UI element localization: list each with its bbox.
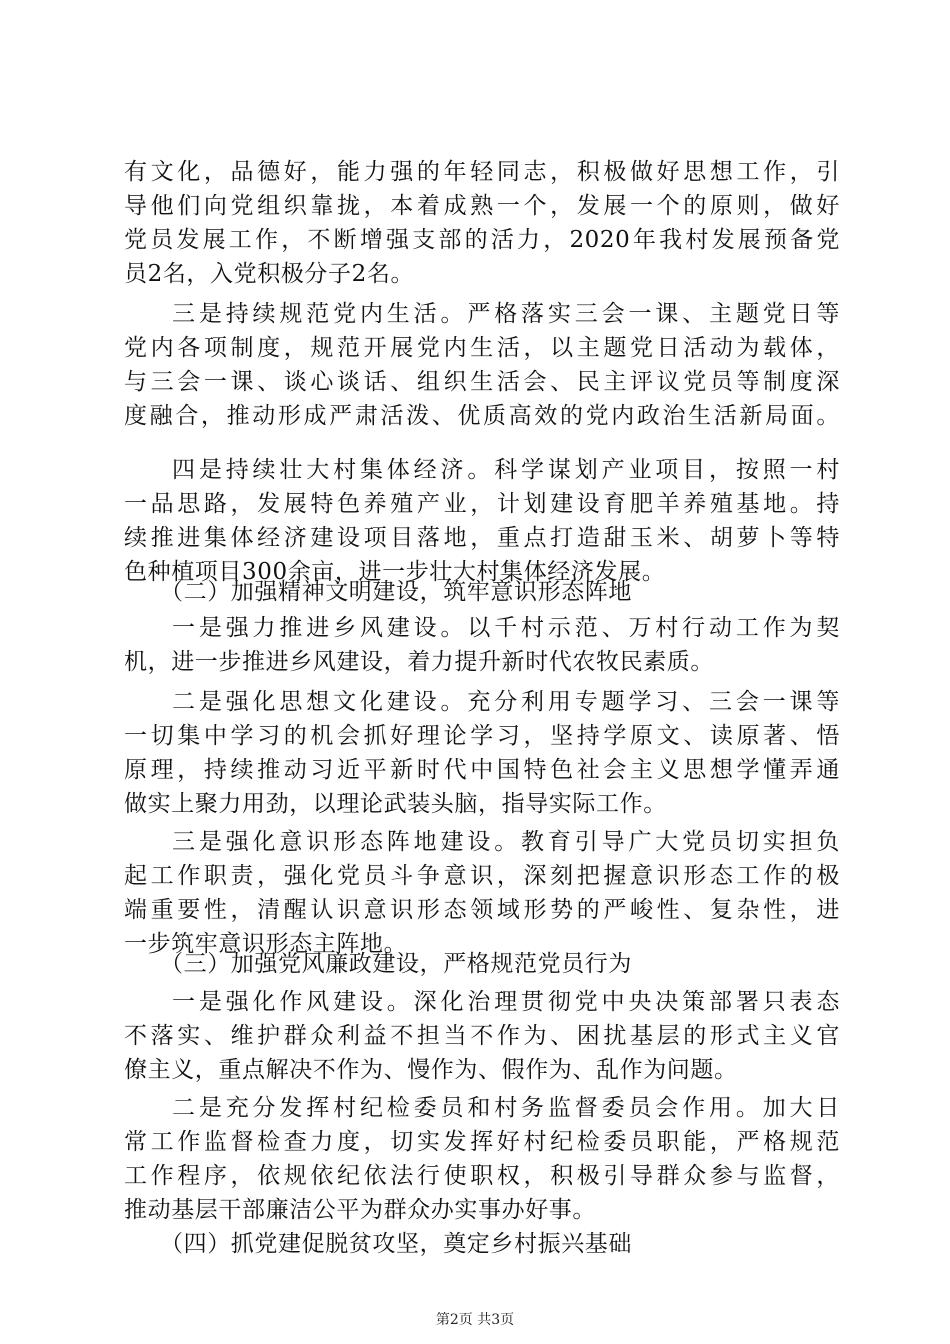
text-line: 机，进一步推进乡风建设，着力提升新时代农牧民素质。 bbox=[124, 649, 714, 675]
text-line: 导他们向党组织靠拢，本着成熟一个，发展一个的原则，做好 bbox=[124, 193, 840, 219]
text-line: 端重要性，清醒认识意识形态领域形势的严峻性、复杂性，进 bbox=[124, 897, 840, 923]
text-line: 党内各项制度，规范开展党内生活，以主题党日活动为载体， bbox=[124, 335, 840, 361]
text-line: 原理，持续推动习近平新时代中国特色社会主义思想学懂弄通 bbox=[124, 757, 840, 783]
text-line: 三是强化意识形态阵地建设。教育引导广大党员切实担负 bbox=[172, 829, 840, 855]
text-line: 不落实、维护群众利益不担当不作为、困扰基层的形式主义官 bbox=[124, 1023, 840, 1049]
section-heading: （三）加强党风廉政建设，严格规范党员行为 bbox=[160, 951, 632, 977]
text-line: 二是强化思想文化建设。充分利用专题学习、三会一课等 bbox=[172, 689, 840, 715]
page-footer: 第2页 共3页 bbox=[435, 1312, 515, 1328]
text-line: 一品思路，发展特色养殖产业，计划建设育肥羊养殖基地。持 bbox=[124, 491, 840, 517]
text-line: 常工作监督检查力度，切实发挥好村纪检委员职能，严格规范 bbox=[124, 1129, 840, 1155]
text-line: 续推进集体经济建设项目落地，重点打造甜玉米、胡萝卜等特 bbox=[124, 525, 840, 551]
section-heading: （二）加强精神文明建设，筑牢意识形态阵地 bbox=[160, 579, 632, 605]
text-line: 有文化，品德好，能力强的年轻同志，积极做好思想工作，引 bbox=[124, 159, 840, 185]
section-heading: （四）抓党建促脱贫攻坚，奠定乡村振兴基础 bbox=[160, 1231, 632, 1257]
text-line: 三是持续规范党内生活。严格落实三会一课、主题党日等 bbox=[172, 301, 840, 327]
text-line: 工作程序，依规依纪依法行使职权，积极引导群众参与监督， bbox=[124, 1163, 840, 1189]
text-line: 一步筑牢意识形态主阵地。 bbox=[124, 931, 408, 957]
text-line: 一切集中学习的机会抓好理论学习，坚持学原文、读原著、悟 bbox=[124, 723, 840, 749]
text-line: 二是充分发挥村纪检委员和村务监督委员会作用。加大日 bbox=[172, 1095, 840, 1121]
text-line: 推动基层干部廉洁公平为群众办实事办好事。 bbox=[124, 1197, 596, 1223]
text-line: 员2名，入党积极分子2名。 bbox=[124, 261, 415, 287]
text-line: 起工作职责，强化党员斗争意识，深刻把握意识形态工作的极 bbox=[124, 863, 840, 889]
text-line: 做实上聚力用劲，以理论武装头脑，指导实际工作。 bbox=[124, 791, 667, 817]
text-line: 僚主义，重点解决不作为、慢作为、假作为、乱作为问题。 bbox=[124, 1057, 738, 1083]
text-line: 度融合，推动形成严肃活泼、优质高效的党内政治生活新局面。 bbox=[124, 403, 840, 429]
text-line: 色种植项目300余亩，进一步壮大村集体经济发展。 bbox=[124, 559, 666, 585]
text-line: 一是强化作风建设。深化治理贯彻党中央决策部署只表态 bbox=[172, 989, 840, 1015]
text-line: 党员发展工作，不断增强支部的活力，2020年我村发展预备党 bbox=[124, 227, 840, 253]
text-line: 四是持续壮大村集体经济。科学谋划产业项目，按照一村 bbox=[172, 457, 840, 483]
text-line: 一是强力推进乡风建设。以千村示范、万村行动工作为契 bbox=[172, 615, 840, 641]
text-line: 与三会一课、谈心谈话、组织生活会、民主评议党员等制度深 bbox=[124, 369, 840, 395]
